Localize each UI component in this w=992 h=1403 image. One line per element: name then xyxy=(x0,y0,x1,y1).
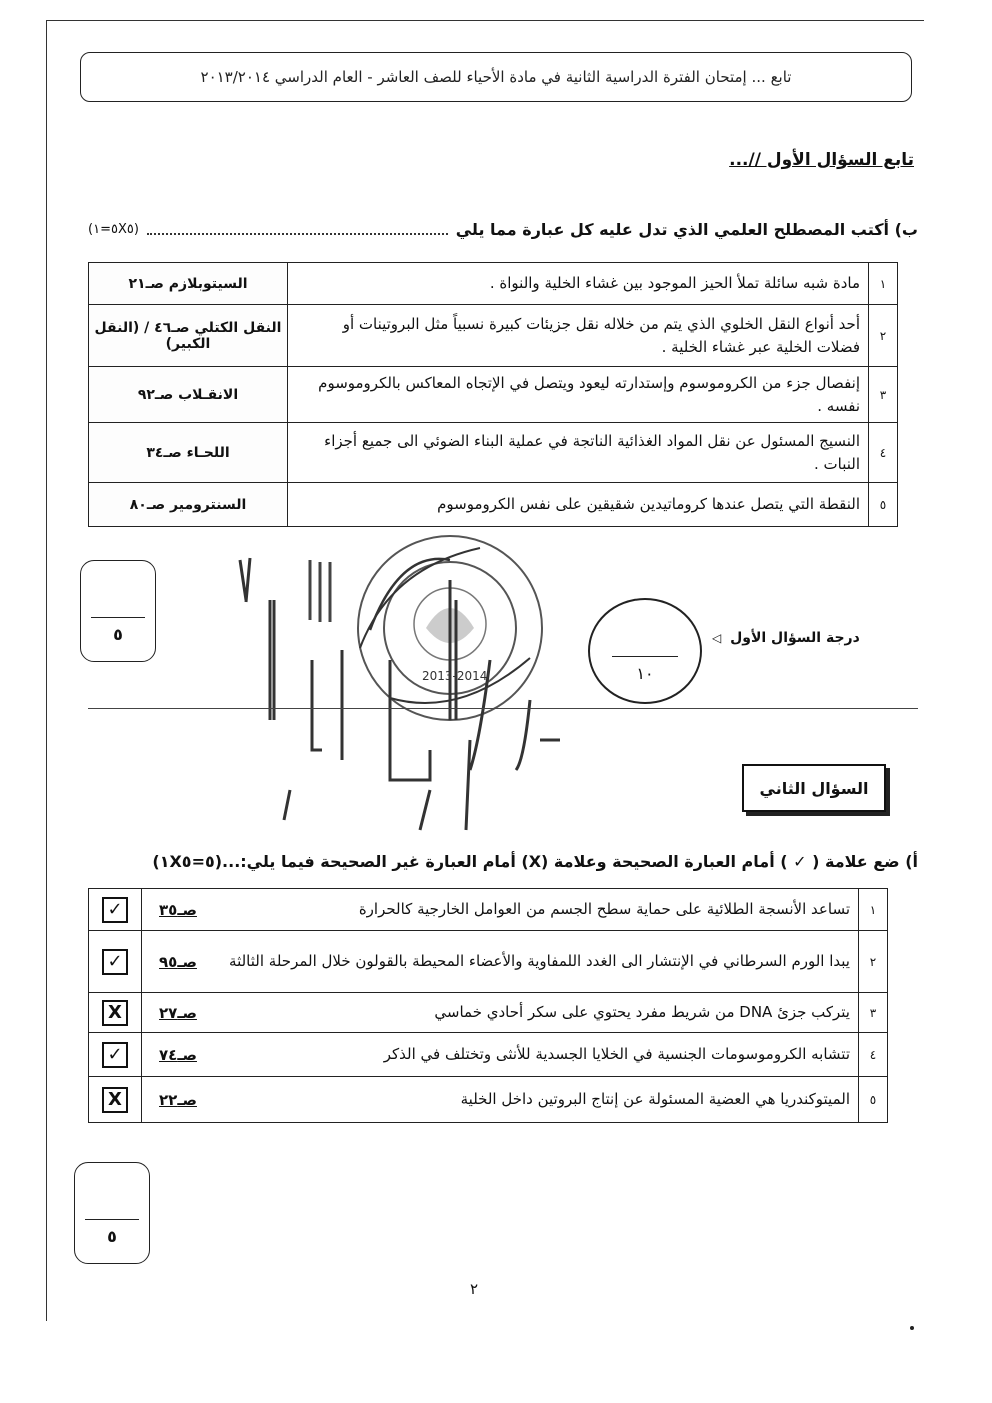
score-divider xyxy=(85,1219,139,1220)
dotted-leader xyxy=(147,225,448,235)
table-row xyxy=(89,263,898,305)
q2-title: السؤال الثاني xyxy=(759,778,869,798)
score-divider xyxy=(91,617,145,618)
table-row xyxy=(89,993,888,1033)
row-number: ٣ xyxy=(859,993,888,1033)
row-number: ٤ xyxy=(869,423,898,483)
row-page-ref: صـ٣٥ xyxy=(142,889,215,931)
check-mark-icon: ✓ xyxy=(102,949,128,975)
x-mark-icon: X xyxy=(102,1000,128,1026)
row-number: ٥ xyxy=(859,1077,888,1123)
q2-instruction: أ) ضع علامة ( ✓ ) أمام العبارة الصحيحة وعلامة (X) أمام العبارة غير الصحيحة فيما يلي:...(٥=١X٥) xyxy=(152,852,918,871)
row-mark xyxy=(89,1077,142,1123)
table-row xyxy=(89,483,898,527)
check-mark-icon: ✓ xyxy=(102,897,128,923)
row-mark xyxy=(89,889,142,931)
table-row xyxy=(89,367,898,423)
true-false-table xyxy=(88,888,888,1123)
row-number: ٥ xyxy=(869,483,898,527)
table-row xyxy=(89,889,888,931)
terms-table xyxy=(88,262,898,527)
row-answer: النقل الكتلي صـ٤٦ / (النقل الكبير) xyxy=(89,305,288,367)
row-mark xyxy=(89,993,142,1033)
row-number: ٣ xyxy=(869,367,898,423)
exam-header xyxy=(80,52,912,102)
page-number: ٢ xyxy=(470,1280,479,1298)
row-mark xyxy=(89,1033,142,1077)
row-statement: أحد أنواع النقل الخلوي الذي يتم من خلاله نقل جزيئات كبيرة نسبياً مثل البروتينات أو فضلات الخلية عبر غشاء الخلية . xyxy=(288,305,869,367)
row-statement: يبدا الورم السرطاني في الإنتشار الى الغدد اللمفاوية والأعضاء المحيطة بالقولون خلال المرحلة الثالثة xyxy=(214,931,859,993)
row-page-ref: صـ٢٧ xyxy=(142,993,215,1033)
table-row xyxy=(89,931,888,993)
q1-total-circle xyxy=(588,598,702,704)
table-row xyxy=(89,1033,888,1077)
arrow-icon: ◁ xyxy=(712,631,722,645)
row-number: ١ xyxy=(859,889,888,931)
row-statement: النقطة التي يتصل عندها كروماتيدين شقيقين على نفس الكروموسوم xyxy=(288,483,869,527)
row-answer: اللحـاء صـ٣٤ xyxy=(89,423,288,483)
part-b-marks: (٥=١X٥) xyxy=(88,222,139,237)
table-row xyxy=(89,423,898,483)
row-number: ٤ xyxy=(859,1033,888,1077)
x-mark-icon: X xyxy=(102,1087,128,1113)
row-number: ٢ xyxy=(869,305,898,367)
part-b-score-box xyxy=(80,560,156,662)
q2-score: ٥ xyxy=(107,1227,117,1246)
check-mark-icon: ✓ xyxy=(102,1042,128,1068)
row-statement: تتشابه الكروموسومات الجنسية في الخلايا الجسدية للأنثى وتختلف في الذكر xyxy=(214,1033,859,1077)
q1-total-label xyxy=(712,630,860,646)
q2-title-box xyxy=(742,764,886,812)
row-mark xyxy=(89,931,142,993)
row-statement: تساعد الأنسجة الطلائية على حماية سطح الجسم من العوامل الخارجية كالحرارة xyxy=(214,889,859,931)
part-b-instruction-line xyxy=(88,220,918,239)
q2-score-box xyxy=(74,1162,150,1264)
row-page-ref: صـ٧٤ xyxy=(142,1033,215,1077)
exam-header-title: تابع ... إمتحان الفترة الدراسية الثانية في مادة الأحياء للصف العاشر - العام الدراسي ٢٠١٣/٢٠١٤ xyxy=(200,68,792,86)
row-number: ١ xyxy=(869,263,898,305)
q1-total-score: ١٠ xyxy=(636,664,654,683)
row-page-ref: صـ٩٥ xyxy=(142,931,215,993)
part-b-score: ٥ xyxy=(113,625,123,644)
part-b-instruction: ب) أكتب المصطلح العلمي الذي تدل عليه كل عبارة مما يلي xyxy=(455,220,918,239)
score-divider xyxy=(612,656,678,657)
q1-total-label-text: درجة السؤال الأول xyxy=(730,630,860,646)
row-number: ٢ xyxy=(859,931,888,993)
table-row xyxy=(89,1077,888,1123)
row-page-ref: صـ٢٢ xyxy=(142,1077,215,1123)
corner-dot xyxy=(910,1326,914,1330)
row-answer: السنترومير صـ٨٠ xyxy=(89,483,288,527)
row-statement: النسيج المسئول عن نقل المواد الغذائية الناتجة في عملية البناء الضوئي الى جميع أجزاء النبات . xyxy=(288,423,869,483)
row-statement: الميتوكندريا هي العضية المسئولة عن إنتاج البروتين داخل الخلية xyxy=(214,1077,859,1123)
row-statement: مادة شبه سائلة تملأ الحيز الموجود بين غشاء الخلية والنواة . xyxy=(288,263,869,305)
q1-continued-title: تابع السؤال الأول //... xyxy=(729,150,914,170)
pen-strokes-icon xyxy=(230,540,610,840)
row-answer: الانقـلاب صـ٩٢ xyxy=(89,367,288,423)
row-statement: يتركب جزئ DNA من شريط مفرد يحتوي على سكر أحادي خماسي xyxy=(214,993,859,1033)
stamp-year: 2013-2014 xyxy=(422,669,488,683)
row-answer: السيتوبلازم صـ٢١ xyxy=(89,263,288,305)
table-row xyxy=(89,305,898,367)
q2-instruction-line xyxy=(88,852,918,871)
section-divider xyxy=(88,708,918,709)
row-statement: إنفصال جزء من الكروموسوم وإستدارته ليعود ويتصل في الإتجاه المعاكس بالكروموسوم نفسه . xyxy=(288,367,869,423)
